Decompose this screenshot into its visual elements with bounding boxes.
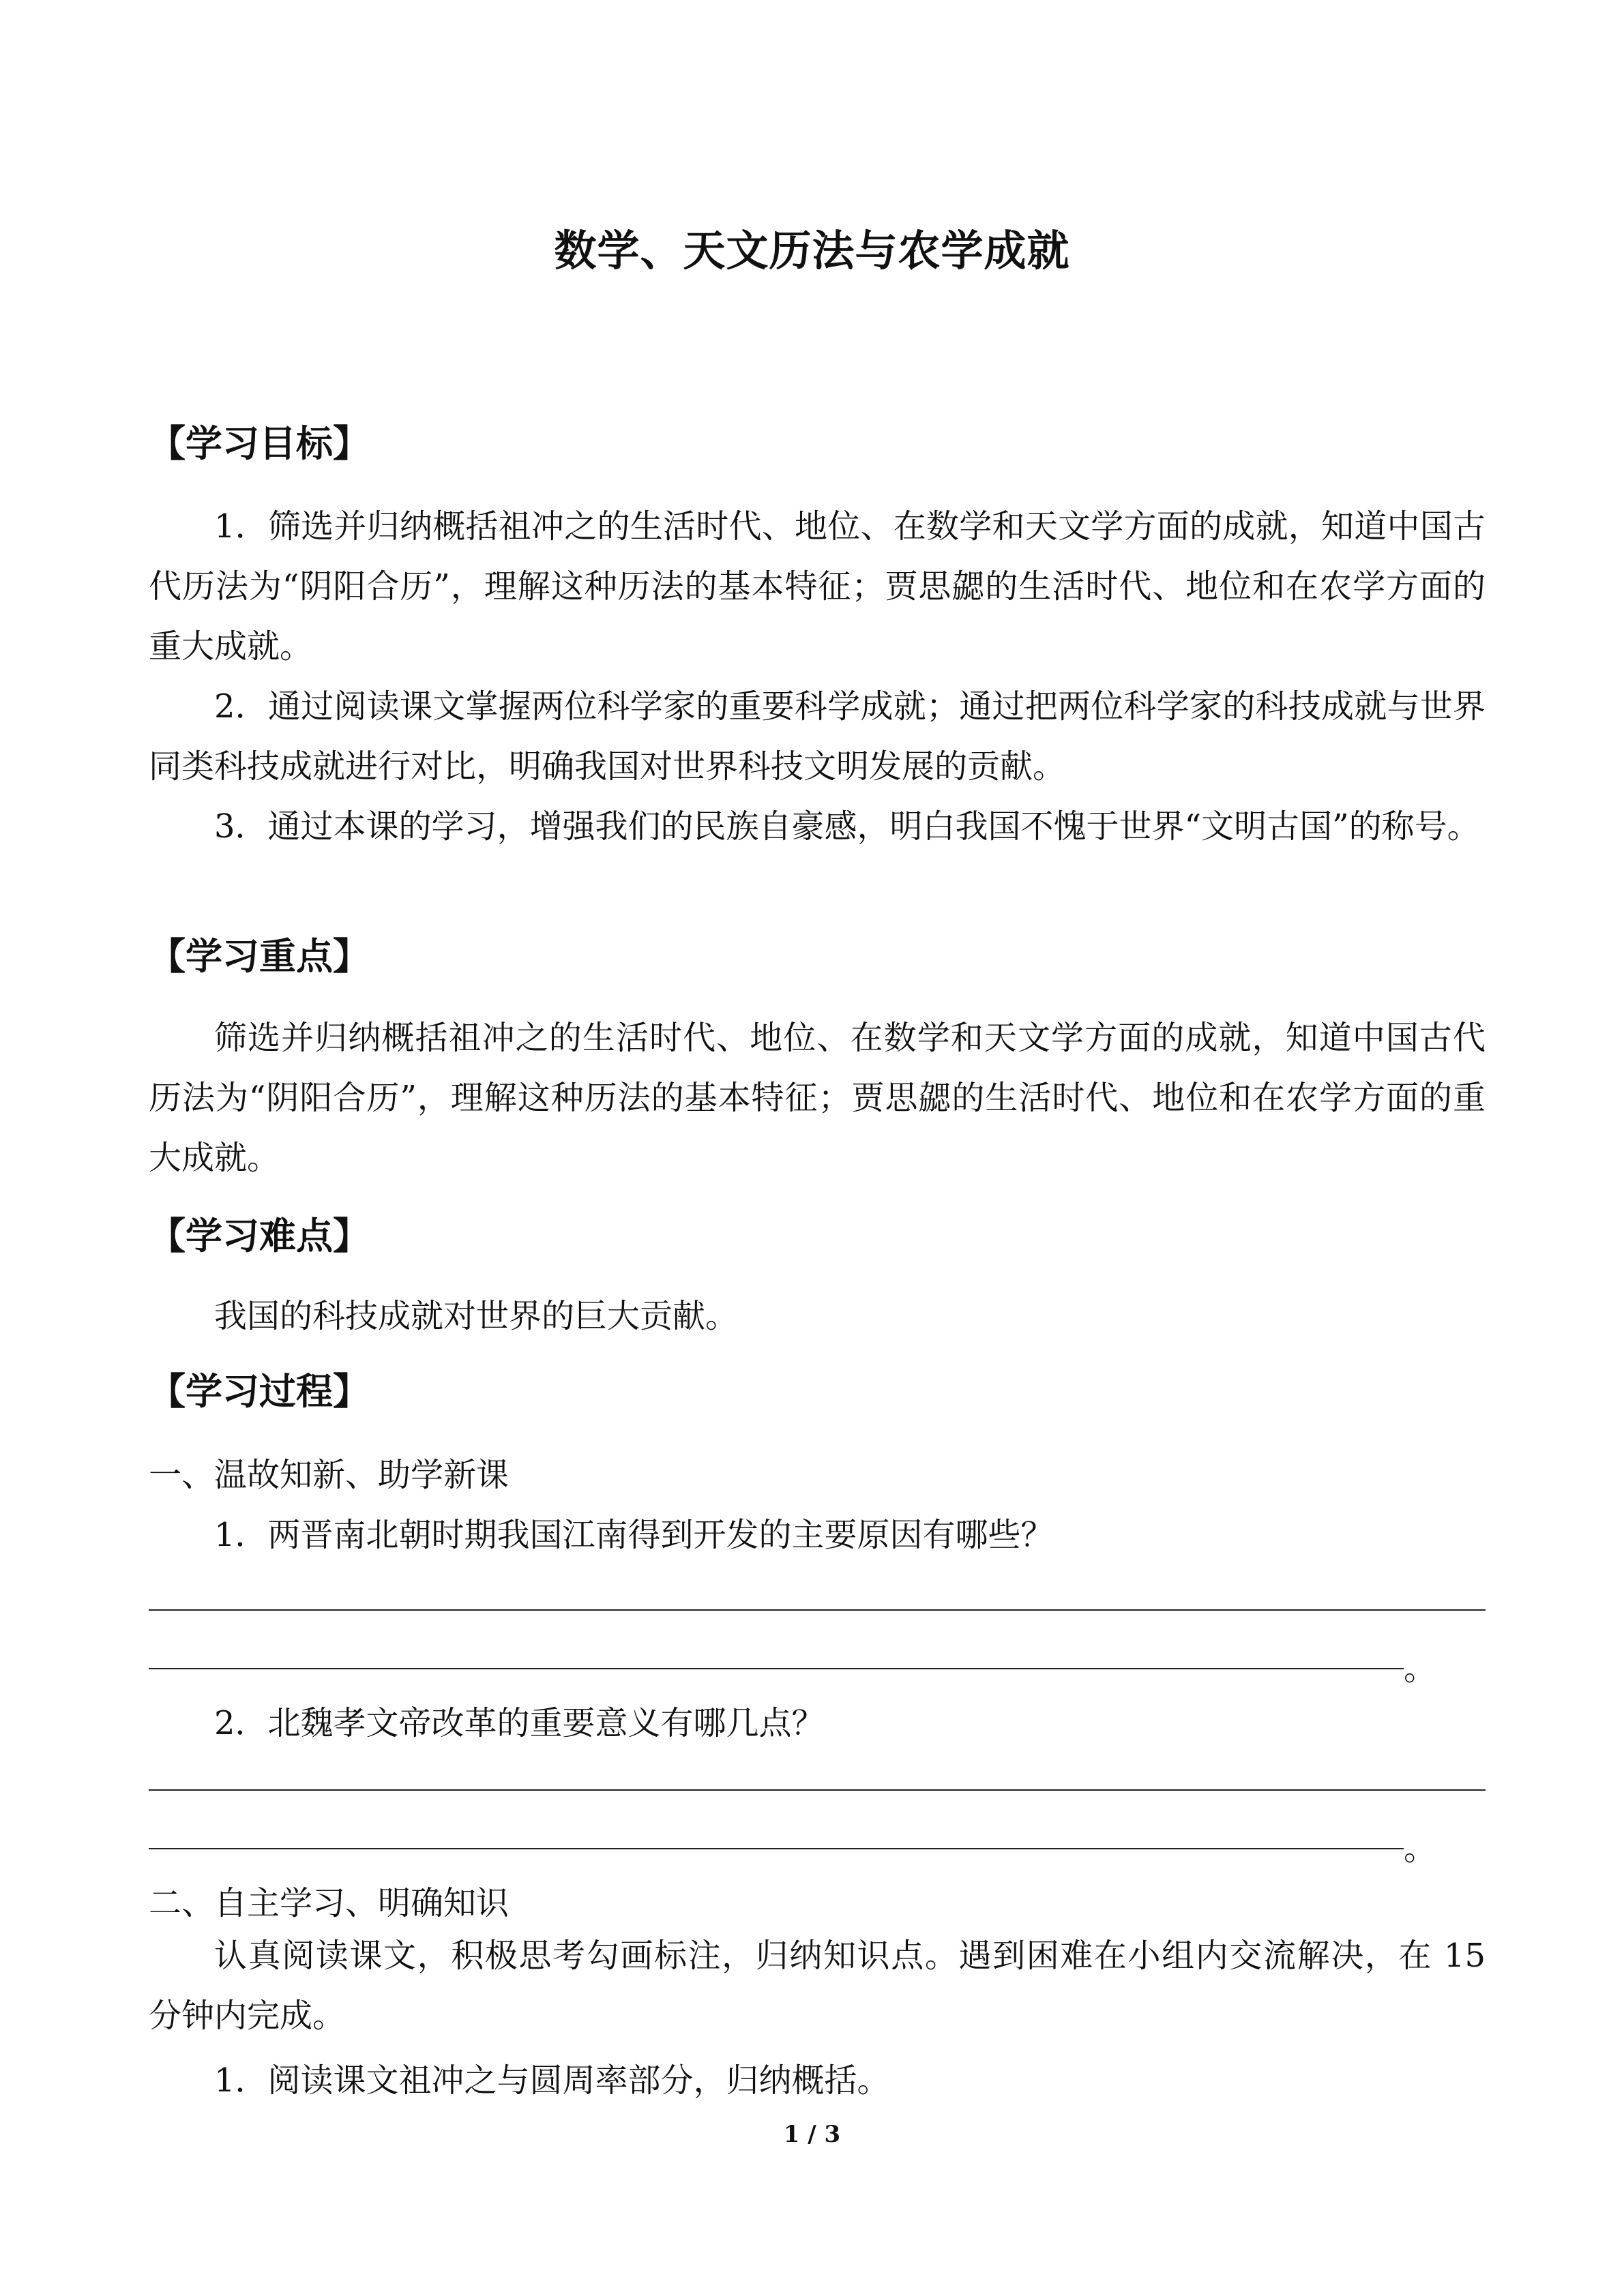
goal-item-3: 3．通过本课的学习，增强我们的民族自豪感，明白我国不愧于世界“文明古国”的称号。 bbox=[214, 807, 1480, 846]
difficulty-text: 我国的科技成就对世界的巨大贡献。 bbox=[214, 1297, 739, 1335]
part2-intro: 认真阅读课文，积极思考勾画标注，归纳知识点。遇到困难在小组内交流解决，在 15 分钟内完成。 bbox=[149, 1937, 1486, 2035]
answer-end-mark-2: 。 bbox=[1404, 1830, 1437, 1868]
page-title: 数学、天文历法与农学成就 bbox=[554, 226, 1070, 275]
key-points-heading: 【学习重点】 bbox=[149, 935, 370, 978]
goals-heading: 【学习目标】 bbox=[149, 422, 370, 465]
answer-line-2b[interactable] bbox=[149, 1848, 1404, 1849]
answer-line-2a[interactable] bbox=[149, 1789, 1486, 1791]
difficulty-heading: 【学习难点】 bbox=[149, 1214, 370, 1257]
answer-line-1b[interactable] bbox=[149, 1668, 1404, 1669]
key-points-text: 筛选并归纳概括祖冲之的生活时代、地位、在数学和天文学方面的成就，知道中国古代历法为“阴阳合历”，理解这种历法的基本特征；贾思勰的生活时代、地位和在农学方面的重大成就。 bbox=[149, 1019, 1486, 1177]
goal-item-2: 2．通过阅读课文掌握两位科学家的重要科学成就；通过把两位科学家的科技成就与世界同类科技成就进行对比，明确我国对世界科技文明发展的贡献。 bbox=[149, 687, 1486, 786]
process-heading: 【学习过程】 bbox=[149, 1370, 370, 1413]
part2-task-1: 1．阅读课文祖冲之与圆周率部分，归纳概括。 bbox=[214, 2061, 890, 2100]
page-number: 1 / 3 bbox=[783, 2121, 841, 2148]
question-2: 2．北魏孝文帝改革的重要意义有哪几点？ bbox=[214, 1704, 825, 1742]
part2-title: 二、自主学习、明确知识 bbox=[149, 1884, 510, 1922]
part1-title: 一、温故知新、助学新课 bbox=[149, 1456, 510, 1494]
question-1: 1．两晋南北朝时期我国江南得到开发的主要原因有哪些？ bbox=[214, 1516, 1054, 1554]
goal-item-1: 1．筛选并归纳概括祖冲之的生活时代、地位、在数学和天文学方面的成就，知道中国古代历法为“阴阳合历”，理解这种历法的基本特征；贾思勰的生活时代、地位和在农学方面的重大成就。 bbox=[149, 507, 1486, 666]
answer-end-mark-1: 。 bbox=[1404, 1650, 1437, 1688]
answer-line-1a[interactable] bbox=[149, 1609, 1486, 1611]
